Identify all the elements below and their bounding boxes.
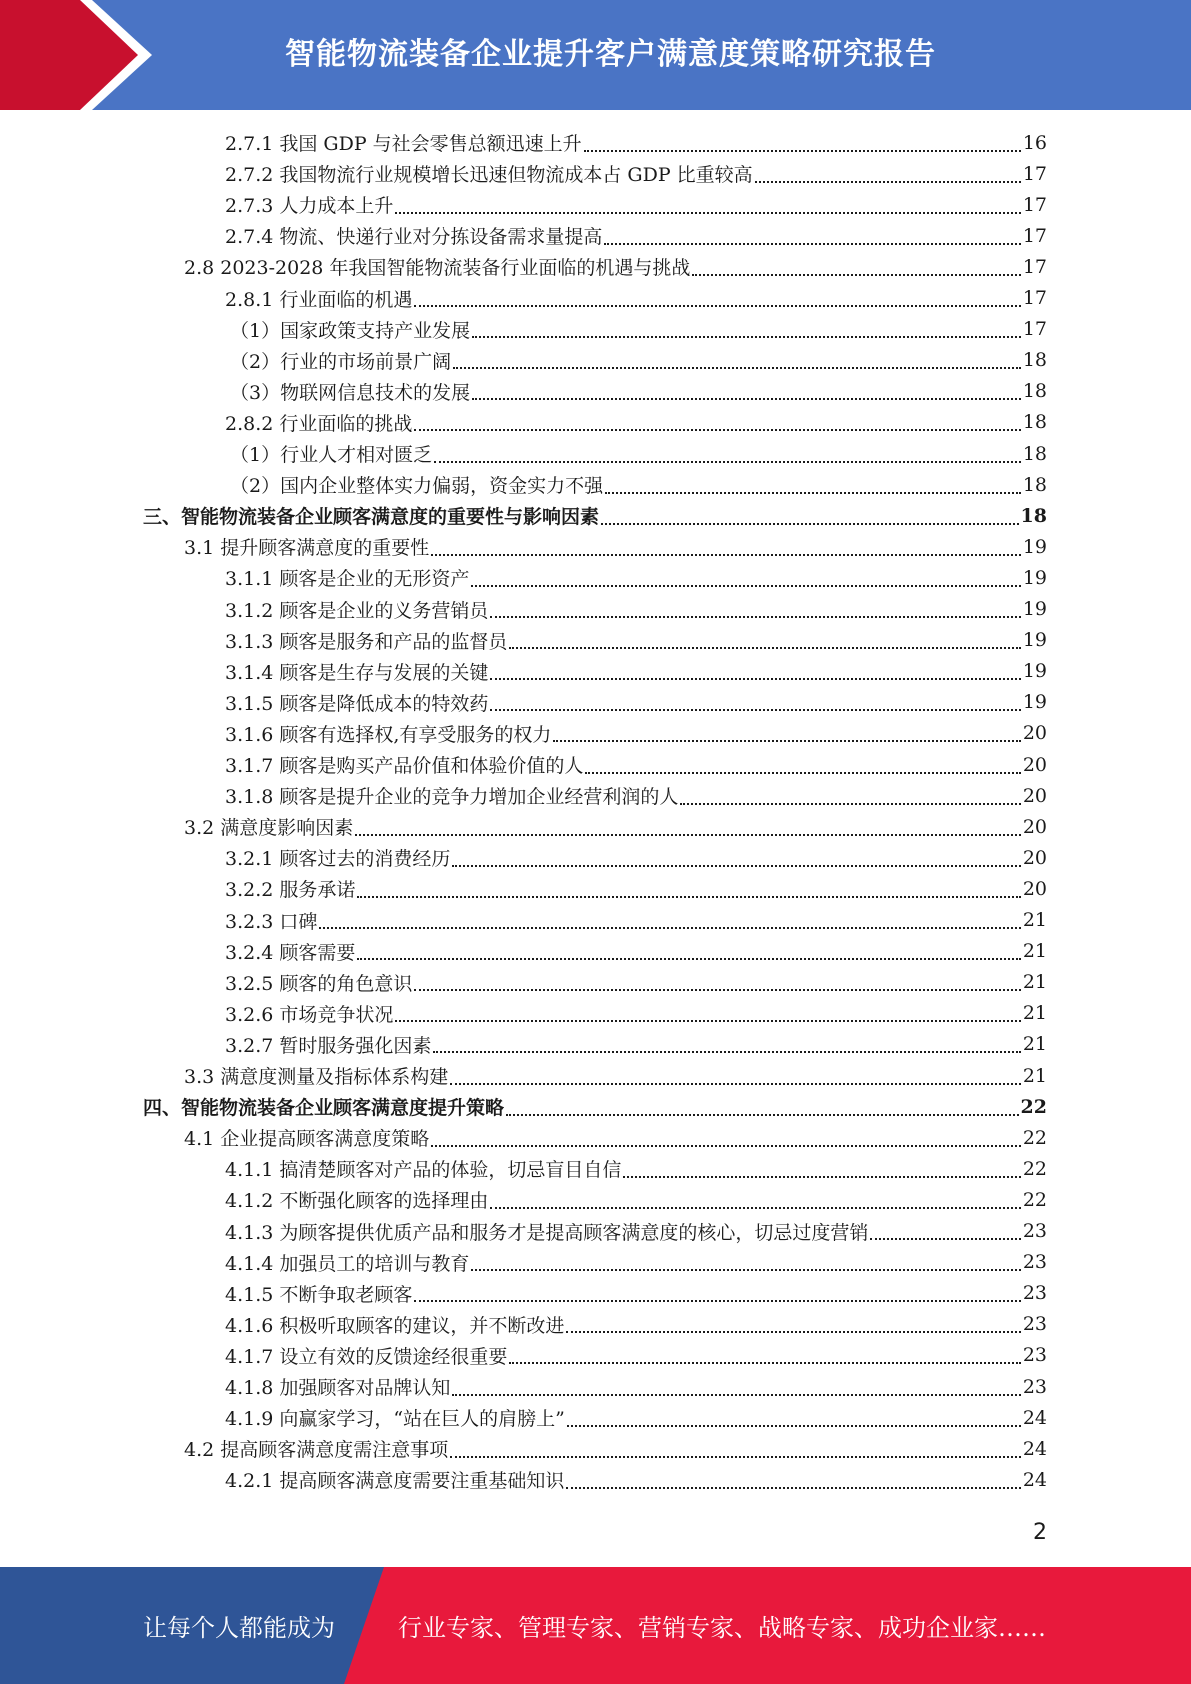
toc-entry-title: 3.1.7 顾客是购买产品价值和体验价值的人 <box>225 755 584 777</box>
toc-dot-leader <box>472 398 1021 400</box>
toc-dot-leader <box>605 492 1021 494</box>
footer-slogan-right: 行业专家、管理专家、营销专家、战略专家、成功企业家…… <box>398 1614 1046 1642</box>
toc-entry[interactable] <box>225 1153 1047 1184</box>
toc-entry[interactable] <box>184 1060 1047 1091</box>
toc-entry-title: 2.8 2023-2028 年我国智能物流装备行业面临的机遇与挑战 <box>184 257 691 280</box>
toc-entry[interactable] <box>225 1402 1047 1433</box>
toc-dot-leader <box>509 1362 1020 1364</box>
toc-entry-page: 17 <box>1022 224 1047 247</box>
toc-entry[interactable] <box>143 500 1047 531</box>
toc-dot-leader <box>604 243 1020 245</box>
toc-entry[interactable] <box>225 1309 1047 1340</box>
toc-entry-title: 4.2.1 提高顾客满意度需要注重基础知识 <box>225 1470 565 1493</box>
toc-entry[interactable] <box>184 811 1047 842</box>
toc-entry-page: 19 <box>1022 598 1047 620</box>
toc-entry-title: 2.8.1 行业面临的机遇 <box>225 288 413 311</box>
toc-entry-title: 3.2.2 服务承诺 <box>225 879 356 902</box>
toc-entry-page: 23 <box>1022 1313 1047 1336</box>
toc-entry-title: 3.3 满意度测量及指标体系构建 <box>184 1066 449 1088</box>
toc-entry-title: （1）国家政策支持产业发展 <box>230 319 471 342</box>
toc-entry[interactable] <box>225 1184 1047 1215</box>
toc-entry[interactable] <box>184 1122 1047 1153</box>
toc-dot-leader <box>490 1207 1020 1209</box>
toc-entry[interactable] <box>225 220 1047 251</box>
toc-dot-leader <box>870 1238 1020 1240</box>
toc-entry-title: 2.8.2 行业面临的挑战 <box>225 412 413 435</box>
toc-entry-page: 23 <box>1022 1375 1047 1398</box>
toc-dot-leader <box>434 461 1021 463</box>
toc-dot-leader <box>433 1051 1020 1053</box>
toc-entry-title: 3.2.1 顾客过去的消费经历 <box>225 848 451 871</box>
toc-entry-title: 2.7.2 我国物流行业规模增长迅速但物流成本占 GDP 比重较高 <box>225 164 753 187</box>
toc-entry-page: 23 <box>1022 1282 1047 1305</box>
toc-entry[interactable] <box>225 283 1047 314</box>
toc-entry-page: 17 <box>1022 193 1047 216</box>
toc-entry-title: 3.2.3 口碑 <box>225 910 318 933</box>
toc-entry[interactable] <box>225 687 1047 718</box>
toc-dot-leader <box>490 616 1020 618</box>
toc-dot-leader <box>414 305 1020 307</box>
toc-entry-title: 2.7.3 人力成本上升 <box>225 195 394 218</box>
toc-entry-page: 24 <box>1022 1437 1047 1460</box>
toc-entry-title: 3.2.6 市场竞争状况 <box>225 1003 394 1026</box>
toc-entry[interactable] <box>184 251 1047 282</box>
toc-entry-title: （2）行业的市场前景广阔 <box>230 350 452 373</box>
toc-entry[interactable] <box>225 1278 1047 1309</box>
toc-entry-title: 4.1.1 搞清楚顾客对产品的体验，切忌盲目自信 <box>225 1159 622 1182</box>
toc-entry-title: 3.1.6 顾客有选择权,有享受服务的权力 <box>225 723 552 746</box>
toc-entry-title: 3.1.4 顾客是生存与发展的关键 <box>225 661 489 684</box>
toc-dot-leader <box>395 212 1020 214</box>
toc-entry[interactable] <box>143 1091 1047 1122</box>
toc-dot-leader <box>692 274 1020 276</box>
toc-entry-title: 四、智能物流装备企业顾客满意度提升策略 <box>143 1097 505 1120</box>
toc-entry[interactable] <box>225 873 1047 904</box>
toc-entry-page: 18 <box>1022 349 1047 372</box>
toc-dot-leader <box>755 181 1021 183</box>
toc-entry[interactable] <box>184 1433 1047 1464</box>
toc-entry[interactable] <box>225 967 1047 998</box>
toc-entry-title: 4.1.2 不断强化顾客的选择理由 <box>225 1190 489 1213</box>
toc-dot-leader <box>452 1394 1020 1396</box>
page-footer <box>0 1567 1191 1684</box>
toc-entry-page: 18 <box>1022 473 1047 496</box>
toc-entry-page: 17 <box>1022 162 1047 185</box>
toc-entry-page: 16 <box>1022 131 1047 154</box>
toc-entry-page: 18 <box>1020 504 1047 527</box>
toc-entry-title: 2.7.1 我国 GDP 与社会零售总额迅速上升 <box>225 133 582 155</box>
toc-entry[interactable] <box>225 1216 1047 1247</box>
toc-entry-page: 21 <box>1022 971 1047 994</box>
toc-entry-page: 22 <box>1020 1095 1047 1118</box>
toc-dot-leader <box>506 1114 1019 1116</box>
toc-dot-leader <box>414 1300 1020 1302</box>
toc-entry[interactable] <box>225 656 1047 687</box>
toc-entry[interactable] <box>225 407 1047 438</box>
toc-dot-leader <box>450 1083 1021 1085</box>
toc-entry-title: 4.1.5 不断争取老顾客 <box>225 1283 413 1306</box>
toc-entry-page: 20 <box>1022 846 1047 869</box>
toc-entry-title: 4.1.9 向赢家学习，“站在巨人的肩膀上” <box>225 1408 565 1431</box>
toc-dot-leader <box>553 740 1020 742</box>
toc-dot-leader <box>584 150 1021 152</box>
toc-entry-title: 3.2.5 顾客的角色意识 <box>225 972 413 995</box>
toc-dot-leader <box>414 429 1020 431</box>
toc-entry-title: （2）国内企业整体实力偏弱，资金实力不强 <box>230 475 604 498</box>
toc-entry-title: 3.1 提升顾客满意度的重要性 <box>184 537 430 560</box>
toc-entry-title: 三、智能物流装备企业顾客满意度的重要性与影响因素 <box>143 506 600 529</box>
toc-entry[interactable] <box>225 936 1047 967</box>
toc-dot-leader <box>395 1020 1020 1022</box>
toc-entry-title: 4.1.8 加强顾客对品牌认知 <box>225 1377 451 1399</box>
toc-entry-page: 19 <box>1022 566 1047 589</box>
toc-entry-title: 4.1.4 加强员工的培训与教育 <box>225 1252 470 1275</box>
toc-entry[interactable] <box>230 376 1047 407</box>
toc-entry-page: 23 <box>1022 1251 1047 1274</box>
toc-entry[interactable] <box>225 594 1047 625</box>
toc-dot-leader <box>471 585 1020 587</box>
toc-entry[interactable] <box>230 345 1047 376</box>
toc-dot-leader <box>490 678 1020 680</box>
toc-dot-leader <box>453 367 1021 369</box>
toc-dot-leader <box>472 336 1021 338</box>
toc-entry[interactable] <box>225 1340 1047 1371</box>
toc-dot-leader <box>623 1176 1020 1178</box>
toc-dot-leader <box>357 958 1020 960</box>
toc-entry[interactable] <box>184 531 1047 562</box>
toc-entry-page: 21 <box>1022 909 1047 931</box>
toc-entry-page: 19 <box>1022 660 1047 683</box>
toc-entry[interactable] <box>225 749 1047 780</box>
toc-entry-title: 4.1 企业提高顾客满意度策略 <box>184 1128 430 1151</box>
toc-entry-title: 3.1.3 顾客是服务和产品的监督员 <box>225 630 508 653</box>
toc-dot-leader <box>450 1456 1021 1458</box>
toc-dot-leader <box>357 896 1020 898</box>
toc-dot-leader <box>566 1487 1020 1489</box>
toc-entry[interactable] <box>225 905 1047 936</box>
toc-dot-leader <box>471 1269 1020 1271</box>
toc-entry-title: 4.1.7 设立有效的反馈途经很重要 <box>225 1345 508 1368</box>
toc-entry-page: 20 <box>1022 877 1047 900</box>
toc-entry-page: 17 <box>1022 318 1047 341</box>
toc-dot-leader <box>431 1145 1021 1147</box>
toc-entry-page: 20 <box>1022 722 1047 745</box>
toc-entry-page: 22 <box>1022 1126 1047 1149</box>
toc-dot-leader <box>566 1331 1020 1333</box>
toc-entry-title: 3.1.2 顾客是企业的义务营销员 <box>225 599 489 622</box>
toc-dot-leader <box>601 523 1019 525</box>
toc-entry[interactable] <box>225 718 1047 749</box>
toc-entry[interactable] <box>230 438 1047 469</box>
toc-entry-title: 3.2.7 暂时服务强化因素 <box>225 1034 432 1057</box>
toc-entry-page: 19 <box>1022 535 1047 558</box>
page-header <box>0 0 1191 110</box>
footer-slogan-left: 让每个人都能成为 <box>143 1614 335 1642</box>
toc-entry-title: 3.1.8 顾客是提升企业的竞争力增加企业经营利润的人 <box>225 786 679 809</box>
toc-entry-title: 4.1.3 为顾客提供优质产品和服务才是提高顾客满意度的核心，切忌过度营销 <box>225 1221 869 1244</box>
toc-entry-title: 4.2 提高顾客满意度需注意事项 <box>184 1439 449 1462</box>
toc-entry[interactable] <box>225 1029 1047 1060</box>
toc-entry[interactable] <box>225 1371 1047 1402</box>
toc-entry-page: 18 <box>1022 442 1047 465</box>
toc-entry-page: 21 <box>1022 1033 1047 1056</box>
toc-entry[interactable] <box>225 998 1047 1029</box>
toc-entry[interactable] <box>225 562 1047 593</box>
toc-entry-page: 19 <box>1022 691 1047 714</box>
toc-entry-page: 21 <box>1022 1002 1047 1025</box>
toc-entry-title: 3.1.1 顾客是企业的无形资产 <box>225 568 470 591</box>
toc-entry[interactable] <box>230 469 1047 500</box>
toc-entry[interactable] <box>225 1464 1047 1495</box>
toc-entry-page: 17 <box>1022 287 1047 309</box>
toc-entry[interactable] <box>225 189 1047 220</box>
toc-dot-leader <box>585 772 1020 774</box>
toc-entry-page: 19 <box>1022 629 1047 652</box>
toc-entry-page: 21 <box>1022 940 1047 963</box>
toc-dot-leader <box>567 1425 1021 1427</box>
toc-entry[interactable] <box>225 780 1047 811</box>
toc-dot-leader <box>355 834 1021 836</box>
toc-entry-title: 4.1.6 积极听取顾客的建议，并不断改进 <box>225 1314 565 1337</box>
toc-entry[interactable] <box>225 1247 1047 1278</box>
toc-entry[interactable] <box>230 314 1047 345</box>
page-number: 2 <box>1033 1520 1047 1545</box>
toc-entry[interactable] <box>225 127 1047 158</box>
toc-entry[interactable] <box>225 625 1047 656</box>
toc-dot-leader <box>680 803 1020 805</box>
toc-entry-page: 24 <box>1022 1468 1047 1491</box>
toc-entry-page: 20 <box>1022 815 1047 838</box>
toc-entry-page: 22 <box>1022 1157 1047 1180</box>
toc-entry[interactable] <box>225 158 1047 189</box>
report-title: 智能物流装备企业提升客户满意度策略研究报告 <box>285 37 936 72</box>
toc-entry[interactable] <box>225 842 1047 873</box>
toc-entry-page: 24 <box>1022 1406 1047 1429</box>
toc-entry-title: 3.1.5 顾客是降低成本的特效药 <box>225 692 489 715</box>
toc-entry-title: （3）物联网信息技术的发展 <box>230 381 471 404</box>
toc-dot-leader <box>414 989 1020 991</box>
toc-entry-page: 21 <box>1022 1064 1047 1087</box>
toc-entry-page: 17 <box>1022 255 1047 278</box>
toc-dot-leader <box>452 865 1020 867</box>
toc-entry-title: （1）行业人才相对匮乏 <box>230 444 433 466</box>
toc-entry-title: 3.2.4 顾客需要 <box>225 941 356 964</box>
toc-dot-leader <box>319 927 1020 929</box>
toc-entry-page: 18 <box>1022 380 1047 403</box>
toc-entry-title: 3.2 满意度影响因素 <box>184 817 354 840</box>
toc-dot-leader <box>509 647 1020 649</box>
toc-entry-page: 23 <box>1022 1344 1047 1367</box>
toc-entry-page: 18 <box>1022 411 1047 434</box>
toc-entry-page: 23 <box>1022 1220 1047 1242</box>
toc-entry-title: 2.7.4 物流、快递行业对分拣设备需求量提高 <box>225 226 603 249</box>
toc-entry-page: 20 <box>1022 784 1047 807</box>
toc-entry-page: 20 <box>1022 753 1047 776</box>
toc-dot-leader <box>431 554 1021 556</box>
toc-entry-page: 22 <box>1022 1188 1047 1211</box>
toc-dot-leader <box>490 709 1020 711</box>
